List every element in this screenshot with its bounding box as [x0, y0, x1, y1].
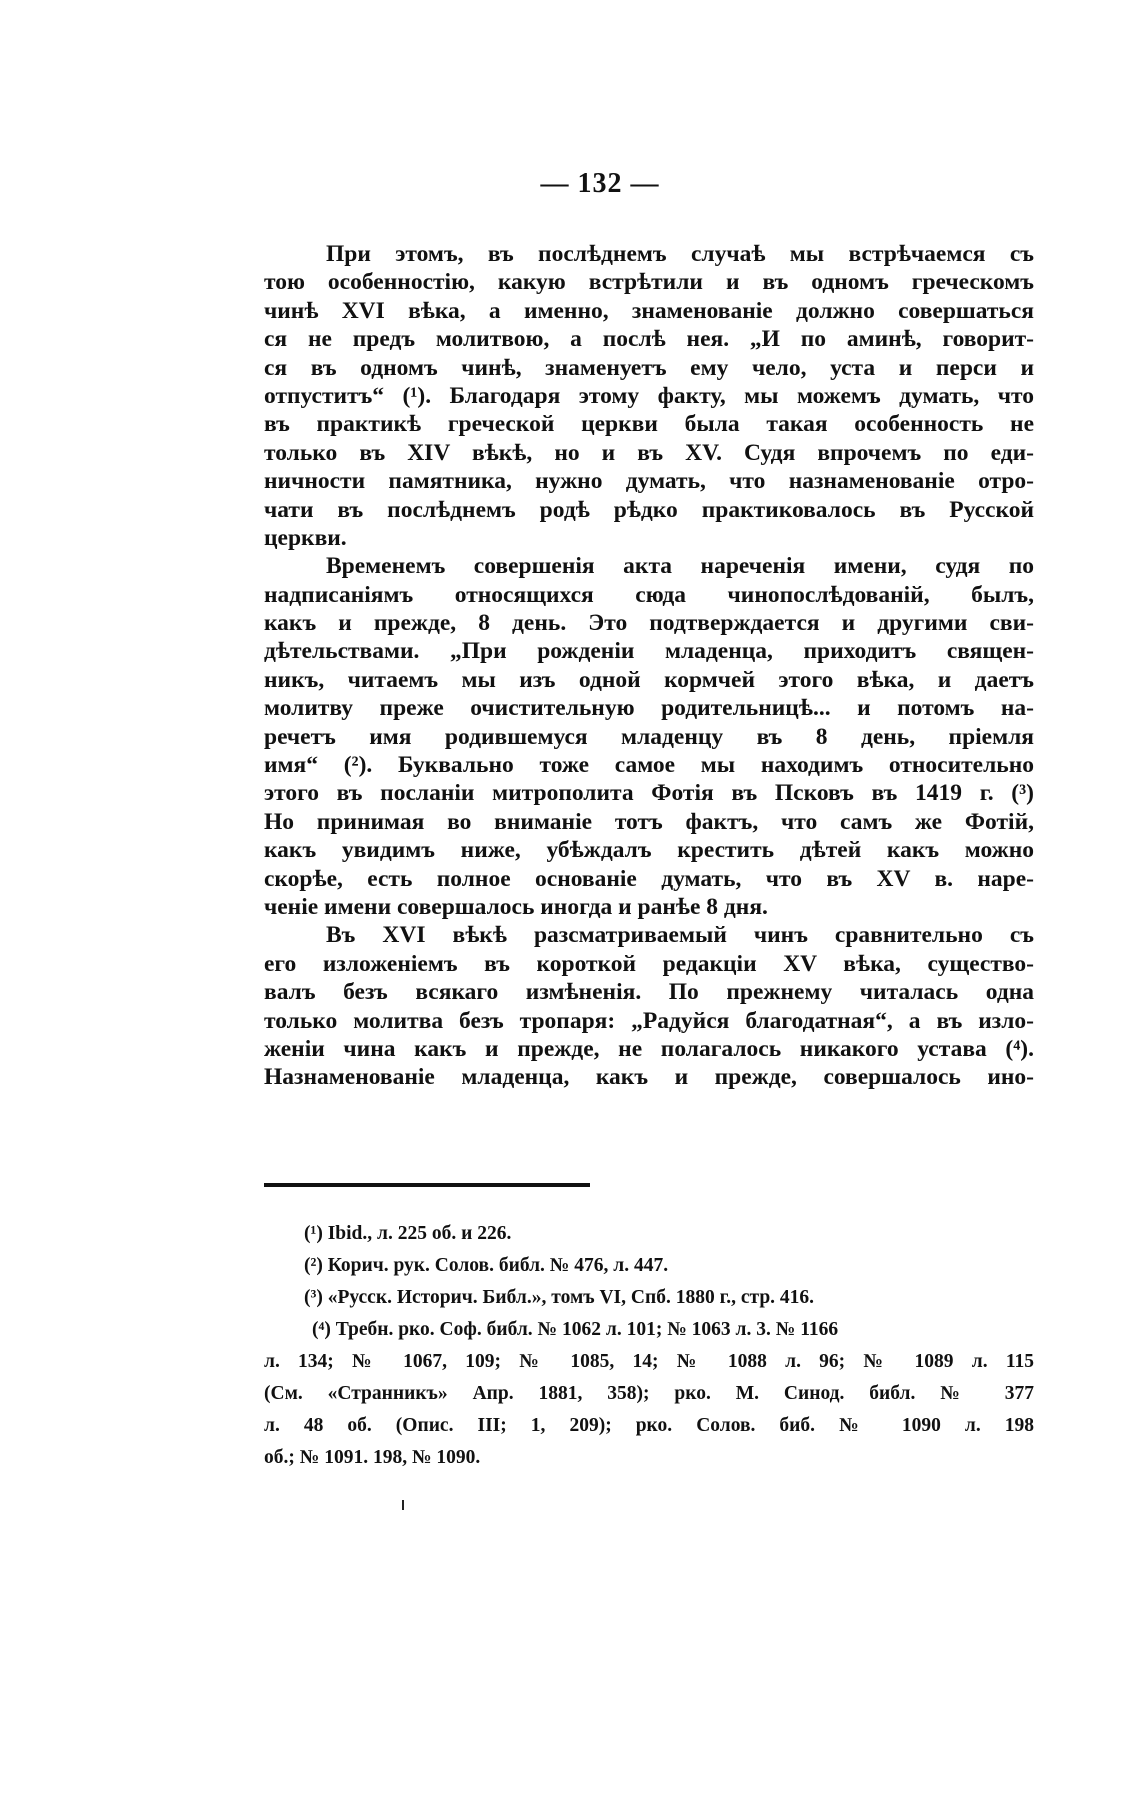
text-line: скорѣе, есть полное основаніе думать, что въ XV в. наре- [264, 865, 1034, 892]
text-line: церкви. [264, 524, 347, 551]
footnote-line: (²) Корич. рук. Солов. библ. № 476, л. 447. [304, 1255, 669, 1276]
footnote-line: об.; № 1091. 198, № 1090. [264, 1447, 481, 1468]
text-line: какъ и прежде, 8 день. Это подтверждается и другими сви- [264, 610, 1034, 637]
text-line: речетъ имя родившемуся младенцу въ 8 день, пріемля [264, 723, 1034, 750]
text-line: Въ XVI вѣкѣ разсматриваемый чинъ сравнительно съ [326, 922, 1034, 949]
text-line: ся въ одномъ чинѣ, знаменуетъ ему чело, уста и перси и [264, 354, 1034, 381]
print-speck [402, 1500, 404, 1510]
text-line: валъ безъ всякаго измѣненія. По прежнему читалась одна [264, 979, 1034, 1006]
text-line: тою особенностію, какую встрѣтили и въ одномъ греческомъ [264, 269, 1034, 296]
text-line: только молитва безъ тропаря: „Радуйся благодатная“, а въ изло- [264, 1007, 1034, 1034]
text-line: въ практикѣ греческой церкви была такая особенность не [264, 411, 1034, 438]
text-line: дѣтельствами. „При рожденіи младенца, приходитъ священ- [264, 638, 1034, 665]
footnotes [264, 1218, 1034, 1474]
text-line: Временемъ совершенія акта нареченія имени, судя по [326, 553, 1034, 580]
text-line: чати въ послѣднемъ родѣ рѣдко практиковалось въ Русской [264, 496, 1034, 523]
text-line: его изложеніемъ въ короткой редакціи XV вѣка, существо- [264, 950, 1034, 977]
footnote-line: (¹) Ibid., л. 225 об. и 226. [304, 1223, 512, 1244]
text-line: отпуститъ“ (¹). Благодаря этому факту, мы можемъ думать, что [264, 382, 1034, 409]
footnote-line: л. 48 об. (Опис. III; 1, 209); рко. Солов. биб. № 1090 л. 198 [264, 1415, 1034, 1436]
text-line: Назнаменованіе младенца, какъ и прежде, совершалось ино- [264, 1064, 1034, 1091]
text-line: какъ увидимъ ниже, убѣждалъ крестить дѣтей какъ можно [264, 837, 1034, 864]
text-line: Но принимая во вниманіе тотъ фактъ, что самъ же Фотій, [264, 808, 1034, 835]
text-line: При этомъ, въ послѣднемъ случаѣ мы встрѣчаемся съ [326, 241, 1034, 267]
text-line: ченіе имени совершалось иногда и ранѣе 8 дня. [264, 893, 768, 920]
text-line: этого въ посланіи митрополита Фотія въ Псковъ въ 1419 г. (³) [264, 780, 1034, 807]
footnote-separator [264, 1183, 590, 1187]
text-line: ся не предъ молитвою, а послѣ нея. „И по аминѣ, говорит- [264, 326, 1034, 353]
footnote-line: (³) «Русск. Историч. Библ.», томъ VI, Спб. 1880 г., стр. 416. [304, 1287, 815, 1308]
footnote-line: (См. «Странникъ» Апр. 1881, 358); рко. М. Синод. библ. № 377 [264, 1383, 1034, 1404]
text-line: чинѣ XVI вѣка, а именно, знаменованіе должно совершаться [264, 297, 1034, 324]
page-number: — 132 — [540, 168, 660, 199]
footnote-line: (⁴) Требн. рко. Соф. библ. № 1062 л. 101; № 1063 л. 3. № 1166 [312, 1319, 839, 1340]
text-line: имя“ (²). Буквально тоже самое мы находимъ относительно [264, 752, 1034, 779]
footnote-line: л. 134; № 1067, 109; № 1085, 14; № 1088 л. 96; № 1089 л. 115 [264, 1351, 1034, 1372]
text-line: только въ XIV вѣкѣ, но и въ XV. Судя впрочемъ по еди- [264, 439, 1034, 466]
main-text [264, 240, 1034, 1092]
text-line: ничности памятника, нужно думать, что назнаменованіе отро- [264, 468, 1034, 495]
text-line: никъ, читаемъ мы изъ одной кормчей этого вѣка, и даетъ [264, 666, 1034, 693]
text-line: молитву преже очистительную родительницѣ... и потомъ на- [264, 695, 1034, 722]
text-line: женіи чина какъ и прежде, не полагалось никакого устава (⁴). [264, 1035, 1034, 1062]
text-line: надписаніямъ относящихся сюда чинопослѣдованій, былъ, [264, 581, 1034, 608]
